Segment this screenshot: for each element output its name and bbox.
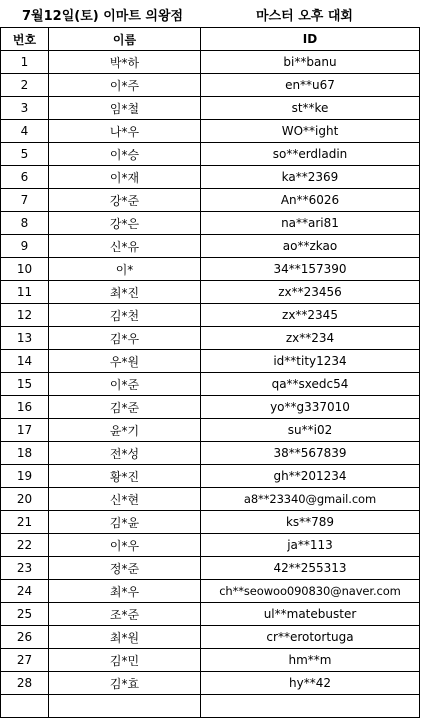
participant-id-cell: gh**201234 — [201, 465, 420, 488]
row-number-cell: 5 — [1, 143, 49, 166]
participant-id-cell: zx**234 — [201, 327, 420, 350]
table-row — [1, 672, 420, 695]
row-number-cell: 20 — [1, 488, 49, 511]
participant-id-cell: su**i02 — [201, 419, 420, 442]
participant-id-cell: so**erdladin — [201, 143, 420, 166]
row-number-cell: 22 — [1, 534, 49, 557]
row-number-cell: 23 — [1, 557, 49, 580]
table-row — [1, 281, 420, 304]
table-row — [1, 327, 420, 350]
table-row — [1, 580, 420, 603]
participant-id-cell: ka**2369 — [201, 166, 420, 189]
table-row — [1, 166, 420, 189]
table-row — [1, 465, 420, 488]
row-number-cell: 6 — [1, 166, 49, 189]
participant-name-cell: 이*준 — [49, 373, 201, 396]
participant-name-cell: 나*우 — [49, 120, 201, 143]
participant-name-cell: 박*하 — [49, 51, 201, 74]
row-number-cell: 21 — [1, 511, 49, 534]
participant-id-cell: An**6026 — [201, 189, 420, 212]
table-row — [1, 373, 420, 396]
participant-id-cell: hy**42 — [201, 672, 420, 695]
row-number-cell: 11 — [1, 281, 49, 304]
participant-name-cell: 임*철 — [49, 97, 201, 120]
row-number-cell: 27 — [1, 649, 49, 672]
participant-id-cell: 38**567839 — [201, 442, 420, 465]
table-row — [1, 143, 420, 166]
table-row — [1, 74, 420, 97]
participant-id-cell: zx**23456 — [201, 281, 420, 304]
row-number-cell: 13 — [1, 327, 49, 350]
participant-name-cell: 우*원 — [49, 350, 201, 373]
participant-id-cell: 34**157390 — [201, 258, 420, 281]
row-number-cell: 24 — [1, 580, 49, 603]
participant-id-cell: 42**255313 — [201, 557, 420, 580]
participant-id-cell: ch**seowoo090830@naver.com — [201, 580, 420, 603]
participant-id-cell: WO**ight — [201, 120, 420, 143]
row-number-cell: 16 — [1, 396, 49, 419]
column-header-name: 이름 — [49, 28, 201, 51]
row-number-cell: 8 — [1, 212, 49, 235]
row-number-cell: 10 — [1, 258, 49, 281]
row-number-cell: 28 — [1, 672, 49, 695]
row-number-cell: 1 — [1, 51, 49, 74]
participant-name-cell: 이*승 — [49, 143, 201, 166]
row-number-cell: 2 — [1, 74, 49, 97]
participant-name-cell: 이*우 — [49, 534, 201, 557]
participant-id-cell: ks**789 — [201, 511, 420, 534]
table-row — [1, 534, 420, 557]
participant-name-cell: 최*우 — [49, 580, 201, 603]
participant-name-cell: 신*유 — [49, 235, 201, 258]
table-row — [1, 419, 420, 442]
participant-id-cell: st**ke — [201, 97, 420, 120]
participant-table — [0, 27, 420, 718]
participant-id-cell: na**ari81 — [201, 212, 420, 235]
table-row — [1, 350, 420, 373]
participant-id-cell: hm**m — [201, 649, 420, 672]
participant-name-cell: 김*천 — [49, 304, 201, 327]
participant-id-cell: a8**23340@gmail.com — [201, 488, 420, 511]
participant-name-cell: 황*진 — [49, 465, 201, 488]
title-row — [0, 0, 426, 27]
row-number-cell: 26 — [1, 626, 49, 649]
table-row — [1, 442, 420, 465]
participant-id-cell: id**tity1234 — [201, 350, 420, 373]
table-header — [1, 28, 420, 51]
table-row — [1, 189, 420, 212]
participant-id-cell: ul**matebuster — [201, 603, 420, 626]
table-row — [1, 97, 420, 120]
participant-id-cell: ja**113 — [201, 534, 420, 557]
participant-name-cell: 전*성 — [49, 442, 201, 465]
participant-id-cell: bi**banu — [201, 51, 420, 74]
participant-name-cell: 김*준 — [49, 396, 201, 419]
table-row — [1, 603, 420, 626]
participant-name-cell: 최*진 — [49, 281, 201, 304]
participant-name-cell: 강*은 — [49, 212, 201, 235]
table-row — [1, 511, 420, 534]
table-row — [1, 557, 420, 580]
table-row — [1, 120, 420, 143]
table-row — [1, 51, 420, 74]
table-row — [1, 488, 420, 511]
participant-name-cell: 김*우 — [49, 327, 201, 350]
table-row — [1, 235, 420, 258]
table-row — [1, 304, 420, 327]
participant-name-cell: 윤*기 — [49, 419, 201, 442]
row-number-cell: 9 — [1, 235, 49, 258]
participant-name-cell: 신*현 — [49, 488, 201, 511]
table-row — [1, 396, 420, 419]
row-number-cell: 7 — [1, 189, 49, 212]
event-name-title: 마스터 오후 대회 — [256, 9, 353, 24]
participant-name-cell: 정*준 — [49, 557, 201, 580]
participant-id-cell: yo**g337010 — [201, 396, 420, 419]
participant-name-cell: 김*윤 — [49, 511, 201, 534]
event-date-location-title: 7월12일(토) 이마트 의왕점 — [22, 9, 184, 24]
participant-id-cell: ao**zkao — [201, 235, 420, 258]
participant-id-cell: qa**sxedc54 — [201, 373, 420, 396]
participant-name-cell: 이*주 — [49, 74, 201, 97]
row-number-cell: 25 — [1, 603, 49, 626]
row-number-cell: 4 — [1, 120, 49, 143]
participant-id-cell: zx**2345 — [201, 304, 420, 327]
participant-name-cell: 이* — [49, 258, 201, 281]
participant-name-cell: 조*준 — [49, 603, 201, 626]
participant-name-cell: 최*원 — [49, 626, 201, 649]
table-row — [1, 649, 420, 672]
participant-name-cell: 김*효 — [49, 672, 201, 695]
row-number-cell: 17 — [1, 419, 49, 442]
table-body — [1, 51, 420, 718]
table-row — [1, 212, 420, 235]
participant-name-cell: 김*민 — [49, 649, 201, 672]
column-header-id: ID — [201, 28, 420, 51]
header-row — [1, 28, 420, 51]
row-number-cell: 3 — [1, 97, 49, 120]
participant-name-cell: 강*준 — [49, 189, 201, 212]
row-number-cell: 15 — [1, 373, 49, 396]
participant-id-cell: en**u67 — [201, 74, 420, 97]
row-number-cell: 19 — [1, 465, 49, 488]
table-row — [1, 626, 420, 649]
table-row — [1, 258, 420, 281]
row-number-cell: 12 — [1, 304, 49, 327]
row-number-cell: 18 — [1, 442, 49, 465]
participant-name-cell: 이*재 — [49, 166, 201, 189]
column-header-number: 번호 — [1, 28, 49, 51]
row-number-cell: 14 — [1, 350, 49, 373]
participant-id-cell: cr**erotortuga — [201, 626, 420, 649]
